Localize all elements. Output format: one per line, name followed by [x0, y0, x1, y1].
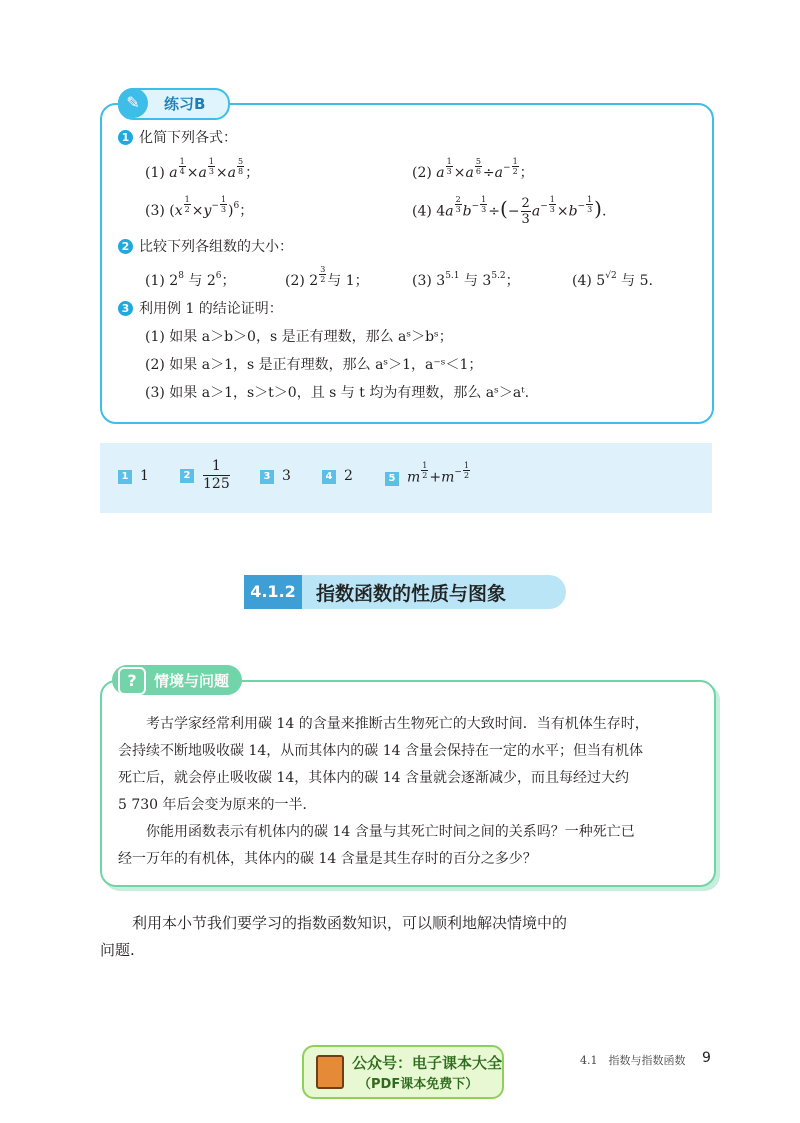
q2-item-1: (1) $2^8$ 与 $2^6$；: [145, 271, 236, 289]
q1-title: 1 化简下列各式：: [118, 127, 237, 147]
scenario-line-3: 死亡后，就会停止吸收碳 14，其体内的碳 14 含量就会逐渐减少，而且每经过大约: [118, 770, 629, 786]
book-icon: [316, 1055, 344, 1089]
q2-number: 2: [118, 239, 133, 254]
q3-item-1: (1) 如果 a＞b＞0，s 是正有理数，那么 aˢ＞bˢ；: [145, 329, 453, 345]
scenario-line-5: 你能用函数表示有机体内的碳 14 含量与其死亡时间之间的关系吗？一种死亡已: [146, 824, 635, 840]
exercise-tag: [118, 88, 230, 120]
q1-item-4: (4) 4a $\frac{2}{3}$ b− $\frac{1}{3}$ ÷(− $\frac{2}{3}$ a− $\frac{1}{3}$ ×b− $\frac{1}{3}$ ).: [412, 195, 607, 227]
scenario-line-1: 考古学家经常利用碳 14 的含量来推断古生物死亡的大致时间．当有机体生存时，: [146, 716, 649, 732]
pencil-icon: ✎: [118, 88, 148, 118]
answer-3: 3 3: [260, 468, 291, 484]
section-number: 4.1.2: [244, 575, 302, 609]
chapter-footer: 4.1 指数与指数函数: [580, 1054, 686, 1067]
badge-line-2: （PDF课本免费下）: [358, 1077, 479, 1092]
section-header: [244, 575, 566, 609]
badge-line-1: 公众号：电子课本大全: [352, 1054, 503, 1072]
q1-item-1: (1) a $\frac{1}{4}$ ×a $\frac{1}{3}$ ×a $\frac{5}{8}$ ；: [145, 156, 260, 181]
q2-item-2: (2) 2 $\frac{3}{2}$ 与 1；: [285, 264, 369, 289]
q2-item-3: (3) $3^{5.1}$ 与 $3^{5.2}$；: [412, 271, 520, 289]
answer-1: 1 1: [118, 468, 149, 484]
page-number: 9: [702, 1050, 711, 1066]
q1-item-2: (2) a $\frac{1}{3}$ ×a $\frac{5}{6}$ ÷a− $\frac{1}{2}$ ；: [412, 156, 534, 181]
scenario-tag: [112, 665, 242, 695]
promo-badge: [302, 1045, 504, 1099]
q3-title: 3 利用例 1 的结论证明：: [118, 298, 283, 318]
answer-5: 5 m $\frac{1}{2}$ +m− $\frac{1}{2}$: [385, 468, 471, 487]
exercise-box: [100, 103, 714, 424]
q3-number: 3: [118, 301, 133, 316]
section-title: 指数函数的性质与图象: [316, 583, 507, 605]
scenario-line-4: 5 730 年后会变为原来的一半．: [118, 797, 317, 813]
q1-item-3: (3) (x $\frac{1}{2}$ ×y− $\frac{1}{3}$ )$^6$；: [145, 194, 254, 219]
q2-title: 2 比较下列各组数的大小：: [118, 236, 293, 256]
q3-item-2: (2) 如果 a＞1，s 是正有理数，那么 aˢ＞1，a⁻ˢ＜1；: [145, 357, 483, 373]
answer-2: 2 $\frac{1}{125}$: [180, 458, 231, 493]
q1-number: 1: [118, 130, 133, 145]
body-line-1: 利用本小节我们要学习的指数函数知识，可以顺利地解决情境中的: [132, 914, 568, 932]
q2-item-4: (4) $5^{√2}$ 与 5.: [572, 271, 653, 289]
scenario-line-2: 会持续不断地吸收碳 14，从而其体内的碳 14 含量会保持在一定的水平；但当有机体: [118, 743, 643, 759]
scenario-tag-label: 情境与问题: [154, 672, 230, 690]
body-line-2: 问题.: [100, 941, 135, 959]
question-icon: ?: [118, 667, 146, 695]
q3-item-3: (3) 如果 a＞1，s＞t＞0，且 s 与 t 均为有理数，那么 aˢ＞aᵗ.: [145, 385, 530, 401]
exercise-tag-label: 练习B: [164, 95, 206, 113]
answer-4: 4 2: [322, 468, 353, 484]
scenario-line-6: 经一万年的有机体，其体内的碳 14 含量是其生存时的百分之多少？: [118, 851, 537, 867]
